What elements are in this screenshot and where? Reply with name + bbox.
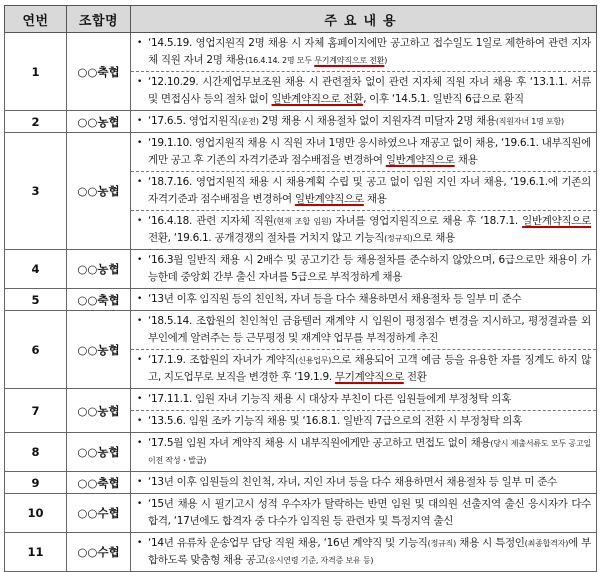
bullet-icon: •: [137, 77, 143, 87]
union-name: ○○농협: [67, 250, 131, 289]
content-text: 채용: [454, 154, 478, 166]
bullet-icon: •: [137, 294, 143, 304]
content-cell: [131, 389, 597, 433]
content-text: (응시연령 기준, 자격증 보유 등): [265, 556, 374, 565]
header-year: 연번: [5, 6, 67, 33]
content-item: [131, 133, 596, 171]
content-text: ‘17.6.5. 영업지원직: [148, 115, 238, 127]
highlighted-text: 무기계약직으로: [334, 371, 404, 383]
header-union: 조합명: [67, 6, 131, 33]
union-name: ○○축협: [67, 289, 131, 311]
table-row: [5, 472, 597, 494]
content-text: (최종합격자): [524, 539, 569, 548]
union-name: ○○농협: [67, 133, 131, 250]
content-text: ‘15년 채용 시 필기고시 성적 우수자가 탈락하는 반면 임원 및 대의원 선출지역 출신 응시자가 다수 합격, ‘17년에도 합격자 중 다수가 임직원 등 관련자 및 특정지역 출신: [148, 498, 591, 527]
table-row: [5, 33, 597, 111]
content-item: [131, 533, 596, 571]
content-text: (정규직): [427, 539, 457, 548]
content-text: (당시 제출서류도 모두 공고일 이전 작성・발급): [148, 439, 591, 465]
content-cell: [131, 311, 597, 389]
content-item: [131, 111, 596, 132]
row-number: 10: [5, 494, 67, 533]
row-number: 9: [5, 472, 67, 494]
content-text: (운전): [237, 117, 259, 126]
row-number: 11: [5, 533, 67, 572]
document-table-wrapper: [4, 5, 596, 572]
content-text: ‘16.4.18. 관련 지자체 직원: [148, 215, 274, 227]
bullet-icon: •: [137, 416, 143, 426]
content-text: ‘16.3월 일반직 채용 시 2배수 및 공고기간 등 채용절차를 준수하지 않았으며, 6급으로만 채용이 가능한데 중앙회 간부 출신 자녀를 5급으로 부적정하게 채용: [148, 254, 591, 283]
content-text: ‘18.7.16. 영업지원직 채용 시 채용계획 수립 및 공고 없이 임원 지인 자녀 채용, ‘19.6.1.에 기존의 자격기준과 점수배점을 변경하여: [148, 176, 591, 205]
table-row: [5, 433, 597, 472]
content-text: ‘14.5.19. 영업지원직 2명 채용 시 자체 홈페이지에만 공고하고 접수일도 1일로 제한하여 관련 지자체 직원 자녀 2명 채용: [148, 37, 591, 66]
content-item: [131, 433, 596, 471]
content-item: [131, 494, 596, 532]
table-row: [5, 494, 597, 533]
recruitment-audit-table: [4, 5, 597, 572]
content-text: (신용업무): [295, 356, 332, 365]
content-item: [131, 349, 596, 388]
content-cell: [131, 433, 597, 472]
content-text: 에 부합하도록 맞춤형 채용 공고: [148, 537, 591, 566]
content-text: ‘12.10.29. 시간제업무보조원 채용 시 관련절차 없이 관련 지자체 직원 자녀 채용 후 ‘13.1.1. 서류 및 면접심사 등의 절차 없이: [148, 76, 591, 105]
row-number: 6: [5, 311, 67, 389]
bullet-icon: •: [137, 216, 143, 226]
content-item: [131, 71, 596, 110]
bullet-icon: •: [137, 499, 143, 509]
row-number: 2: [5, 111, 67, 133]
bullet-icon: •: [137, 538, 143, 548]
bullet-icon: •: [137, 477, 143, 487]
content-item: [131, 289, 596, 310]
union-name: ○○수협: [67, 494, 131, 533]
content-text: 2명 채용 시 채용절차 없이 지원자격 미달자 2명 채용: [258, 115, 496, 127]
union-name: ○○농협: [67, 311, 131, 389]
highlighted-text: 일반계약직으로: [294, 193, 364, 205]
bullet-icon: •: [137, 138, 143, 148]
row-number: 3: [5, 133, 67, 250]
content-cell: [131, 472, 597, 494]
content-text: 으로 채용되어 고객 예금 등을 유용한 자를 징계도 하지 않고, 지도업무로 보직을 변경한 후 ‘19.1.9.: [148, 354, 592, 383]
bullet-icon: •: [137, 177, 143, 187]
header-content: 주요내용: [131, 6, 597, 33]
content-cell: [131, 533, 597, 572]
table-body: [5, 33, 597, 572]
row-number: 5: [5, 289, 67, 311]
content-item: [131, 171, 596, 210]
content-item: [131, 311, 596, 349]
content-item: [131, 33, 596, 71]
content-text: 전환, ‘19.6.1. 공개경쟁의 절차를 거치지 않고 기능직: [148, 232, 385, 244]
highlighted-text: 일반계약직으로: [385, 154, 455, 166]
bullet-icon: •: [137, 394, 143, 404]
content-text: ‘17.1.9. 조합원의 자녀가 계약직: [148, 354, 296, 366]
union-name: ○○농협: [67, 433, 131, 472]
content-text: 채용 시 특정인: [456, 537, 525, 549]
union-name: ○○축협: [67, 33, 131, 111]
bullet-icon: •: [137, 255, 143, 265]
content-text: ‘13년 이후 임직원 등의 친인척, 자녀 등을 다수 채용하면서 채용절차 등 일부 미 준수: [148, 293, 522, 305]
content-text: (16.4.14. 2명 모두: [245, 56, 315, 65]
table-row: [5, 533, 597, 572]
content-cell: [131, 289, 597, 311]
content-text: (직원자녀 1명 포함): [495, 117, 564, 126]
table-row: [5, 389, 597, 433]
content-text: ‘19.1.10. 영업지원직 채용 시 직원 자녀 1명만 응시하였으나 재공고 없이 채용, ‘19.6.1. 내부직원에게만 공고 후 기존의 자격기준과 점수배점을 변경하여: [148, 137, 591, 166]
content-text: ‘17.5월 임원 자녀 계약직 채용 시 내부직원에게만 공고하고 면접도 없이 채용: [148, 437, 491, 449]
table-row: [5, 133, 597, 250]
bullet-icon: •: [137, 438, 143, 448]
content-cell: [131, 133, 597, 250]
table-row: [5, 311, 597, 389]
table-row: [5, 250, 597, 289]
content-text: ‘13년 이후 임원들의 친인척, 자녀, 지인 자녀 등을 다수 채용하면서 채용절차 등 일부 미 준수: [148, 476, 557, 488]
content-text: 자녀를 영업지원직으로 채용 후 ‘18.7.1.: [331, 215, 523, 227]
content-text: 으로 채용: [412, 232, 455, 244]
content-text: 전환: [403, 371, 427, 383]
content-text: (정규직): [384, 234, 413, 243]
content-item: [131, 472, 596, 493]
union-name: ○○축협: [67, 472, 131, 494]
row-number: 7: [5, 389, 67, 433]
content-text: 채용: [363, 193, 387, 205]
content-cell: [131, 111, 597, 133]
bullet-icon: •: [137, 316, 143, 326]
row-number: 1: [5, 33, 67, 111]
union-name: ○○농협: [67, 111, 131, 133]
bullet-icon: •: [137, 38, 143, 48]
content-item: [131, 389, 596, 410]
content-cell: [131, 494, 597, 533]
content-text: ‘13.5.6. 임원 조카 기능직 채용 및 ‘16.8.1. 일반직 7급으로의 전환 시 부정청탁 의혹: [148, 415, 523, 427]
content-cell: [131, 33, 597, 111]
table-row: [5, 289, 597, 311]
highlighted-text: 일반계약직으로: [522, 215, 591, 227]
content-cell: [131, 250, 597, 289]
content-item: [131, 410, 596, 432]
bullet-icon: •: [137, 116, 143, 126]
content-item: [131, 210, 596, 249]
table-row: [5, 111, 597, 133]
content-text: ‘18.5.14. 조합원의 친인척인 금융텔러 재계약 시 임원이 평정점수 변경을 지시하고, 평정결과를 외부인에게 알려주는 등 근무평정 및 재계약 업무를 부적정하게 추진: [148, 315, 591, 344]
content-text: ): [384, 56, 388, 65]
content-text: , 이후 ‘14.5.1. 일반직 6급으로 환직: [363, 93, 524, 105]
row-number: 8: [5, 433, 67, 472]
content-text: ‘14년 유류차 운송업무 담당 직원 채용, ‘16년 계약직 및 기능직: [148, 537, 428, 549]
highlighted-text: 무기계약직으로 전환: [314, 56, 385, 65]
row-number: 4: [5, 250, 67, 289]
union-name: ○○수협: [67, 533, 131, 572]
content-item: [131, 250, 596, 288]
bullet-icon: •: [137, 355, 143, 365]
content-text: ‘17.11.1. 임원 자녀 기능직 채용 시 대상자 부친이 다른 임원들에게 부정청탁 의혹: [148, 393, 511, 405]
highlighted-text: 일반계약직으로 전환: [271, 93, 364, 105]
table-header-row: [5, 6, 597, 33]
union-name: ○○농협: [67, 389, 131, 433]
content-text: (현재 조합 임원): [273, 217, 332, 226]
